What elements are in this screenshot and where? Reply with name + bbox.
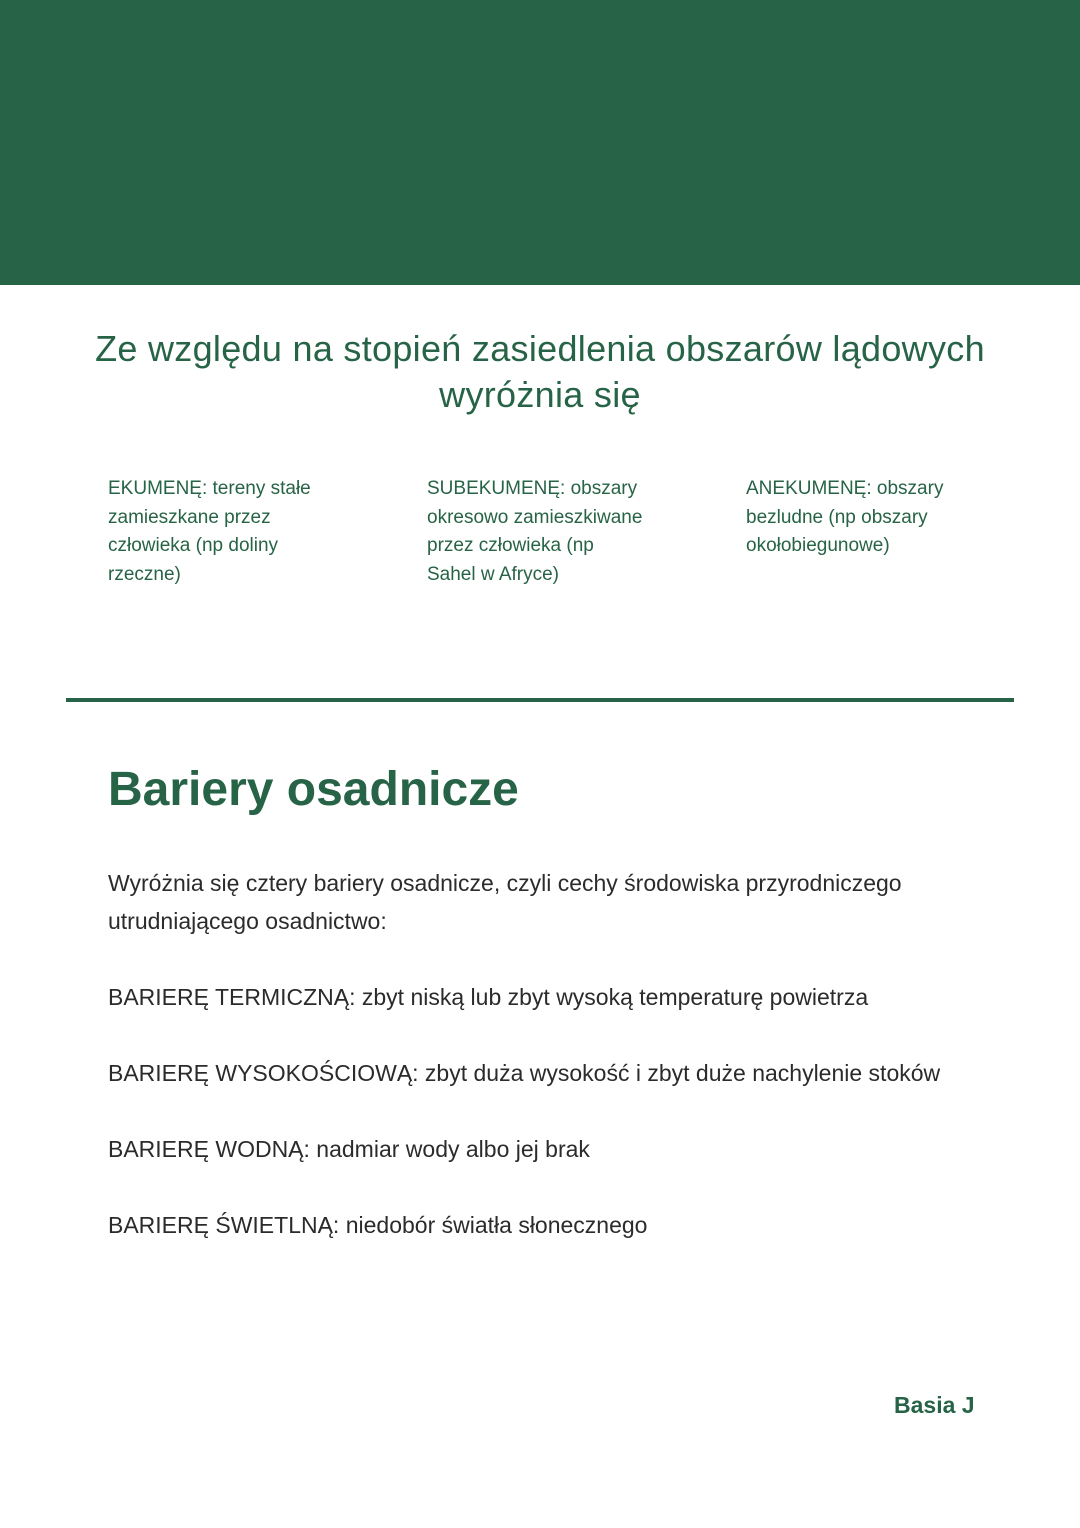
barrier-water: BARIERĘ WODNĄ: nadmiar wody albo jej brak (108, 1136, 590, 1162)
barriers-title: Bariery osadnicze (108, 763, 519, 816)
section-divider (66, 698, 1014, 702)
barrier-altitude: BARIERĘ WYSOKOŚCIOWĄ: zbyt duża wysokość i zbyt duże nachylenie stoków (108, 1060, 941, 1086)
ekumena-column: EKUMENĘ: tereny stałe zamieszkane przez człowieka (np doliny rzeczne) (108, 478, 311, 585)
subekumena-column: SUBEKUMENĘ: obszary okresowo zamieszkiwane przez człowieka (np Sahel w Afryce) (427, 478, 643, 585)
author-signature: Basia J (894, 1392, 975, 1418)
barrier-light: BARIERĘ ŚWIETLNĄ: niedobór światła słonecznego (108, 1212, 648, 1238)
barrier-thermal: BARIERĘ TERMICZNĄ: zbyt niską lub zbyt wysoką temperaturę powietrza (108, 984, 869, 1010)
settlement-heading: Ze względu na stopień zasiedlenia obszarów lądowych wyróżnia się (95, 328, 985, 415)
anekumena-column: ANEKUMENĘ: obszary bezludne (np obszary okołobiegunowe) (746, 478, 944, 556)
barriers-intro: Wyróżnia się cztery bariery osadnicze, czyli cechy środowiska przyrodniczego utrudniającego osadnictwo: (108, 870, 902, 934)
header-band (0, 0, 1080, 285)
